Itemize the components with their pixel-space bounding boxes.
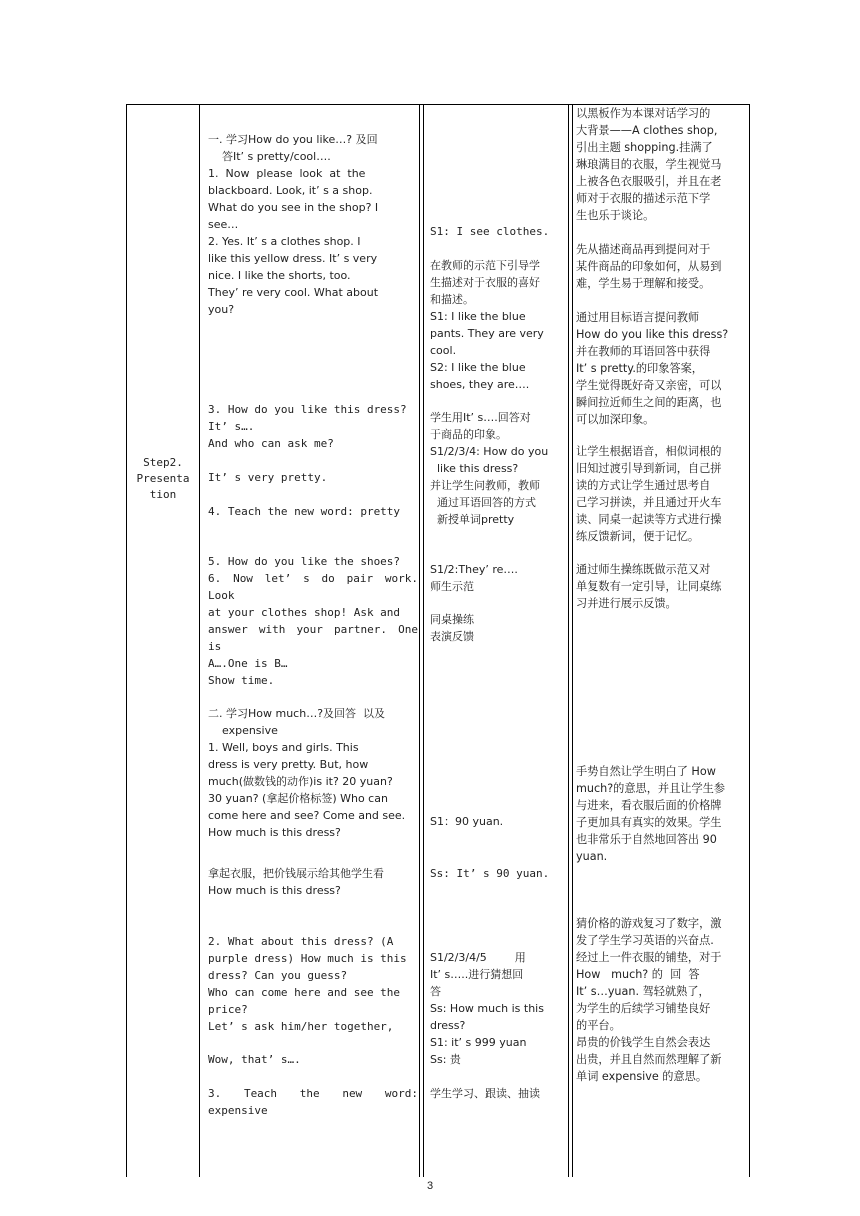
activity-block: 拿起衣服，把价钱展示给其他学生看 How much is this dress? — [208, 867, 384, 897]
column-divider — [199, 105, 200, 1177]
activity-block: 3. How do you like this dress? It’ s…. And who can ask me? — [208, 403, 407, 450]
student-block: 学生用It’ s….回答对 于商品的印象。 S1/2/3/4: How do you like this dress? 并让学生问教师，教师 通过耳语回答的方式 新授单词pretty — [430, 411, 549, 526]
activity-block: 二. 学习How much…?及回答 以及 expensive 1. Well, boys and girls. This dress is very pretty. But, how much(做数钱的动作)is it? 20 yuan? 30 yuan? (拿起价格标签) Who can come here and see? Come and see. How much is this dress? — [208, 707, 406, 839]
column-divider — [568, 105, 573, 1177]
activity-block: 一. 学习How do you like…? 及回 答It’ s pretty/cool…. 1. Now please look at the blackboard. Look, it’ s a shop. What do you see in the shop? I see… 2. Yes. It’ s a clothes shop. I like this yellow dress. It’ s very nice. I like the shorts, too. They’ re very cool. What about you? — [208, 133, 379, 316]
intent-block: 通过师生操练既做示范又对 单复数有一定引导，让同桌练 习并进行展示反馈。 — [576, 563, 722, 610]
intent-block: 让学生根据语音，相似词根的 旧知过渡引导到新词，自己拼 读的方式让学生通过思考自 己学习拼读，并且通过开火车 读、同桌一起读等方式进行操 练反馈新词，便于记忆。 — [576, 445, 722, 543]
intent-block: 通过用目标语言提问教师 How do you like this dress? 并在教师的耳语回答中获得 It’ s pretty.的印象答案， 学生觉得既好奇又亲密，可以 瞬间拉近师生之间的距离，也 可以加深印象。 — [576, 311, 729, 426]
activity-block: It’ s very pretty. — [208, 471, 328, 484]
column-divider — [419, 105, 424, 1177]
intent-block: 猜价格的游戏复习了数字，激 发了学生学习英语的兴奋点. 经过上一件衣服的铺垫，对于 How much? 的 回 答 It’ s…yuan. 驾轻就熟了， 为学生的后续学习铺垫良好 的平台。 昂贵的价钱学生自然会表达 出贵，并且自然而然理解了新 单词 expensive 的意思。 — [576, 917, 722, 1083]
intent-block: 先从描述商品再到提问对于 某件商品的印象如何，从易到 难，学生易于理解和接受。 — [576, 243, 722, 290]
student-block: 同桌操练 表演反馈 — [430, 613, 474, 643]
lesson-plan-table — [126, 104, 750, 1177]
student-block: S1：90 yuan. — [430, 815, 504, 828]
activity-block: 5. How do you like the shoes? 6. Now let’ s do pair work. Look at your clothes shop! Ask and answer with your partner. One is A….One is B… Show time. — [208, 555, 418, 687]
student-block: S1: I see clothes. — [430, 225, 550, 238]
page-number: 3 — [426, 1180, 434, 1192]
intent-block: 以黑板作为本课对话学习的 大背景——A clothes shop, 引出主题 shopping.挂满了 琳琅满目的衣服，学生视觉马 上被各色衣服吸引，并且在老 师对于衣服的描述示范下学 生也乐于谈论。 — [576, 107, 722, 222]
activity-block: Wow, that’ s…. — [208, 1053, 301, 1066]
student-block: 在教师的示范下引导学 生描述对于衣服的喜好 和描述。 S1: I like the blue pants. They are very cool. S2: I like the blue shoes, they are…. — [430, 259, 544, 391]
activity-block: 4. Teach the new word: pretty — [208, 505, 401, 518]
student-block: 学生学习、跟读、抽读 — [430, 1087, 540, 1100]
student-block: S1/2/3/4/5 用 It’ s…..进行猜想回 答 Ss: How much is this dress? S1: it’ s 999 yuan Ss: 贵 — [430, 951, 544, 1066]
student-block: S1/2:They’ re…. 师生示范 — [430, 563, 518, 593]
intent-block: 手势自然让学生明白了 How much?的意思，并且让学生参 与进来，看衣服后面的价格牌 子更加具有真实的效果。学生 也非常乐于自然地回答出 90 yuan. — [576, 765, 726, 863]
step-label: Step2. Presenta tion — [136, 456, 190, 501]
activity-block: 3. Teach the new word: expensive — [208, 1087, 425, 1117]
student-block: Ss: It’ s 90 yuan. — [430, 867, 550, 880]
activity-block: 2. What about this dress? (A purple dress) How much is this dress? Can you guess? Who can come here and see the price? Let’ s ask him/her together, — [208, 935, 407, 1033]
